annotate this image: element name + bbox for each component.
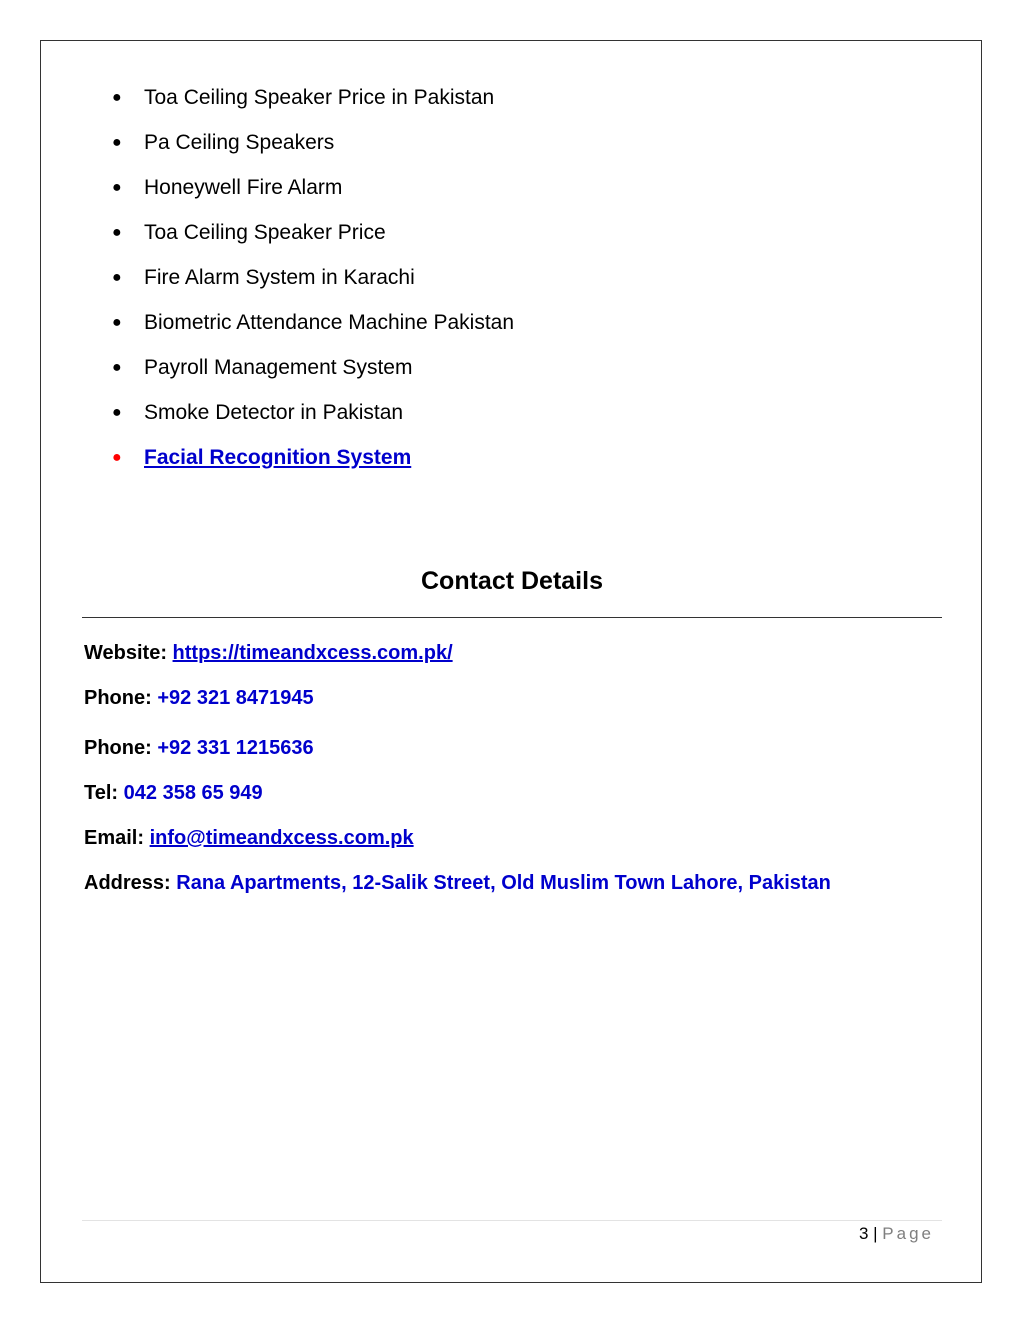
footer-divider — [82, 1220, 942, 1221]
website-link[interactable]: https://timeandxcess.com.pk/ — [172, 642, 453, 664]
page-number: 3 — [858, 1224, 869, 1243]
list-item-text: Toa Ceiling Speaker Price — [144, 221, 386, 244]
phone-row-1 — [84, 683, 314, 713]
page-footer — [859, 1221, 934, 1247]
list-item — [112, 82, 514, 127]
address-value: Rana Apartments, 12-Salik Street, Old Muslim Town Lahore, Pakistan — [176, 872, 831, 894]
list-item-text: Honeywell Fire Alarm — [144, 176, 343, 199]
phone-number-1: +92 321 8471945 — [157, 687, 314, 709]
red-bullet-icon: ● — [112, 449, 122, 466]
list-item — [112, 262, 514, 307]
bullet-icon: ● — [112, 269, 122, 286]
list-item — [112, 172, 514, 217]
bullet-icon: ● — [112, 314, 122, 331]
phone-row-2 — [84, 733, 314, 763]
list-item-text: Payroll Management System — [144, 356, 413, 379]
list-item — [112, 307, 514, 352]
list-item — [112, 217, 514, 262]
website-label: Website: — [84, 642, 167, 664]
list-item-text: Toa Ceiling Speaker Price in Pakistan — [144, 86, 495, 109]
footer-separator: | — [873, 1224, 878, 1243]
tel-row — [84, 778, 263, 808]
list-item — [112, 127, 514, 172]
list-item-facial-recognition — [112, 442, 514, 487]
email-link[interactable]: info@timeandxcess.com.pk — [149, 827, 414, 849]
contact-details-heading: Contact Details — [421, 567, 603, 595]
list-item — [112, 352, 514, 397]
bullet-icon: ● — [112, 404, 122, 421]
list-item-text: Smoke Detector in Pakistan — [144, 401, 404, 424]
email-row — [84, 823, 414, 853]
phone-label: Phone: — [84, 737, 152, 759]
address-label: Address: — [84, 872, 171, 894]
page-label: Page — [882, 1224, 934, 1243]
bullet-icon: ● — [112, 89, 122, 106]
address-row — [84, 868, 831, 898]
list-item-text: Biometric Attendance Machine Pakistan — [144, 311, 515, 334]
list-item-text: Fire Alarm System in Karachi — [144, 266, 415, 289]
facial-recognition-link[interactable]: Facial Recognition System — [144, 446, 412, 469]
phone-number-2: +92 331 1215636 — [157, 737, 314, 759]
bullet-icon: ● — [112, 134, 122, 151]
website-row — [84, 638, 453, 668]
tel-label: Tel: — [84, 782, 119, 804]
bullet-icon: ● — [112, 224, 122, 241]
keyword-list — [112, 82, 514, 487]
bullet-icon: ● — [112, 179, 122, 196]
bullet-icon: ● — [112, 359, 122, 376]
list-item — [112, 397, 514, 442]
list-item-text: Pa Ceiling Speakers — [144, 131, 335, 154]
tel-number: 042 358 65 949 — [123, 782, 263, 804]
email-label: Email: — [84, 827, 145, 849]
phone-label: Phone: — [84, 687, 152, 709]
heading-divider — [82, 617, 942, 618]
